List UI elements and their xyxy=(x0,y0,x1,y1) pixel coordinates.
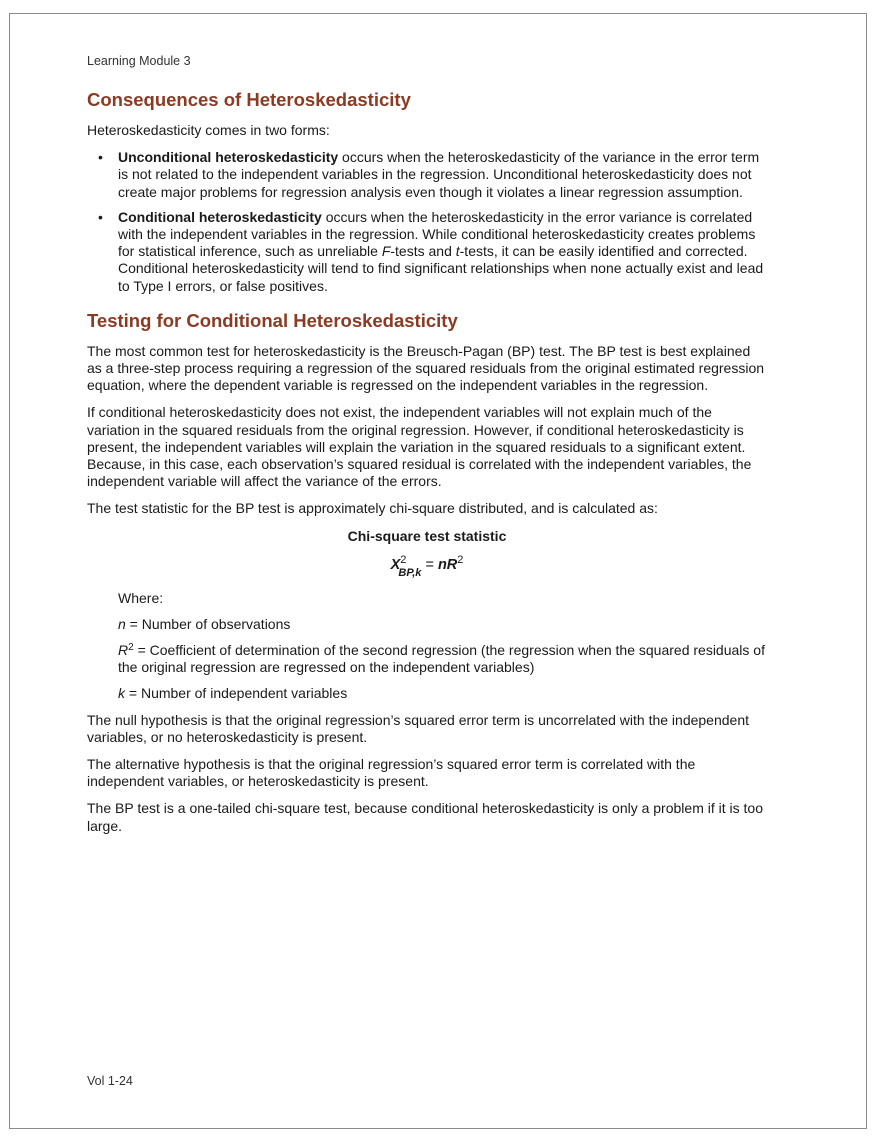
formula-eq: = xyxy=(421,556,438,573)
section-title-consequences: Consequences of Heteroskedasticity xyxy=(87,89,411,110)
var-r-sup: 2 xyxy=(128,642,134,654)
text-unconditional: occurs when the heteroskedasticity of the variance in the error term is not related to the independent variables in the regression. Unconditional heteroskedasticity does not create major problems for regression analysis even though it violates a linear regression assumption. xyxy=(118,149,760,200)
page-content xyxy=(87,52,767,845)
intro-paragraph: Heteroskedasticity comes in two forms: xyxy=(87,122,330,138)
formula-rhs: nR xyxy=(437,556,458,573)
def-k xyxy=(118,685,767,702)
bullet-icon: • xyxy=(98,208,103,225)
formula-title: Chi-square test statistic xyxy=(347,527,507,544)
paragraph-alt-hypothesis: The alternative hypothesis is that the original regression’s squared error term is correlated with the independent variables, or heteroskedasticity is present. xyxy=(87,756,696,790)
forms-list xyxy=(87,149,767,295)
formula-chi-sup: 2 xyxy=(400,553,407,566)
page-number: Vol 1-24 xyxy=(87,1074,133,1088)
paragraph-null-hypothesis: The null hypothesis is that the original regression’s squared error term is uncorrelated with the independent variables, or no heteroskedasticity is present. xyxy=(87,711,749,745)
bullet-icon: • xyxy=(98,149,103,166)
def-n-text: = Number of observations xyxy=(125,615,291,632)
paragraph-bp-intro: The most common test for heteroskedasticity is the Breusch-Pagan (BP) test. The BP test is best explained as a three-step process requiring a regression of the squared residuals from the original estimated regression equation, where the dependent variable is regressed on the independent variables in the regression. xyxy=(87,342,765,394)
where-label: Where: xyxy=(118,589,164,606)
formula-rhs-sup: 2 xyxy=(457,553,464,566)
def-r xyxy=(118,642,767,676)
def-k-text: = Number of independent variables xyxy=(125,685,348,702)
paragraph-test-statistic: The test statistic for the BP test is approximately chi-square distributed, and is calculated as: xyxy=(87,500,658,517)
term-unconditional: Unconditional heteroskedasticity xyxy=(118,149,339,166)
section-title-testing: Testing for Conditional Heteroskedasticity xyxy=(87,309,458,331)
formula-chi: X xyxy=(390,556,401,573)
paragraph-one-tailed: The BP test is a one-tailed chi-square test, because conditional heteroskedasticity is only a problem if it is too large. xyxy=(87,800,763,834)
text-conditional-c: -tests, it can be easily identified and corrected. Conditional heteroskedasticity will tend to find significant relationships when none actually exist and lead to Type I errors, or false positives. xyxy=(118,243,764,294)
list-item-unconditional xyxy=(87,149,767,201)
var-k: k xyxy=(118,685,125,702)
formula-chi-sub: BP,k xyxy=(398,566,422,579)
definitions xyxy=(87,590,767,703)
f-italic: F xyxy=(381,243,391,260)
def-n xyxy=(118,616,767,633)
paragraph-conditional: If conditional heteroskedasticity does not exist, the independent variables will not explain much of the variation in the squared residuals from the original regression. However, if conditional heteroskedasticity is present, the independent variables will explain the variation in the squared residuals to a significant extent. Because, in this case, each observation’s squared residual is correlated with the independent variables, the independent variable will affect the variance of the errors. xyxy=(87,404,752,490)
def-r-text: = Coefficient of determination of the second regression (the regression when the squared residuals of the original regression are regressed on the independent variables) xyxy=(118,642,765,676)
text-conditional-a: occurs when the heteroskedasticity in the error variance is correlated with the independent variables in the regression. While conditional heteroskedasticity creates problems for statistical inference, such as unreliable xyxy=(118,208,756,260)
formula xyxy=(87,554,767,580)
var-r: R xyxy=(118,642,129,659)
t-italic: t xyxy=(455,243,460,260)
running-header: Learning Module 3 xyxy=(87,54,191,68)
text-conditional-b: -tests and xyxy=(390,243,456,260)
var-n: n xyxy=(118,615,126,632)
list-item-conditional xyxy=(87,209,767,295)
term-conditional: Conditional heteroskedasticity xyxy=(118,208,322,225)
